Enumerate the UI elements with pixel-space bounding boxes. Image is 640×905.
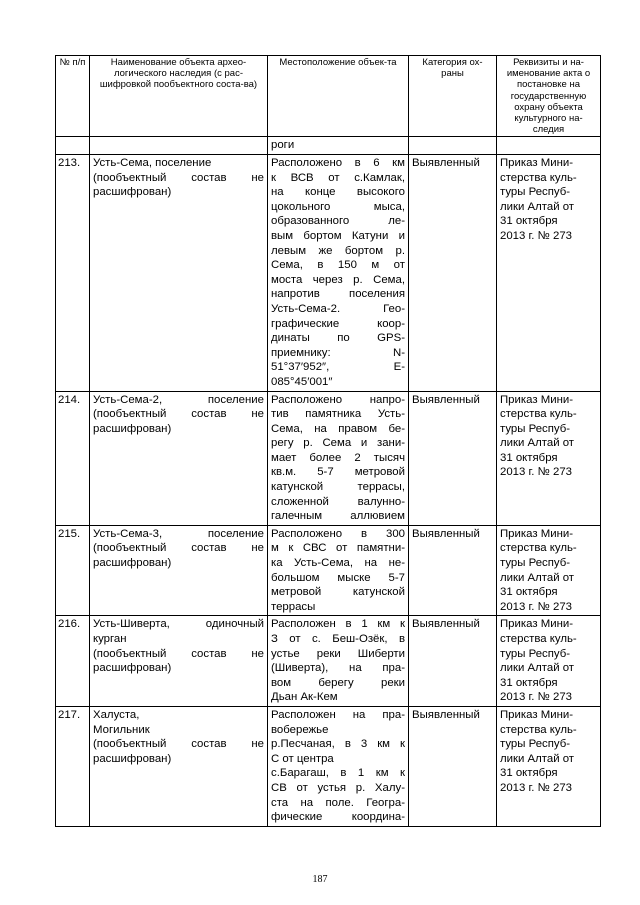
object-location-line: Расположен в 1 км к	[271, 618, 405, 631]
act-details-line: лики Алтай от	[500, 571, 575, 584]
act-details-line: лики Алтай от	[500, 200, 575, 213]
header-act-details: Реквизиты и на-именование акта о постановке на государственную охрану объекта культурного на-следия	[497, 56, 601, 137]
header-protection-category: Категория ох-раны	[409, 56, 497, 137]
object-name-line: расшифрован)	[93, 662, 172, 675]
object-location-line: фические координа-	[271, 811, 405, 824]
act-details-line: 2013 г. № 273	[500, 229, 572, 242]
act-details-line: Приказ Мини-	[500, 708, 574, 721]
heritage-registry-table	[55, 55, 601, 827]
row-number: 217.	[56, 706, 90, 826]
object-name-line: Усть-Сема-2, поселение	[93, 393, 264, 406]
object-location-line: галечным аллювием	[271, 510, 405, 523]
object-location-line: вым бортом Катуни и	[271, 229, 405, 242]
act-details-line: Приказ Мини-	[500, 393, 574, 406]
act-details-line: 31 октября	[500, 676, 558, 689]
object-location-line: регу р. Сема и зани-	[271, 437, 405, 450]
act-details-line: стерства куль-	[500, 542, 577, 555]
object-name	[90, 706, 268, 826]
act-details	[497, 391, 601, 525]
table-row	[56, 391, 601, 525]
act-details-line: стерства куль-	[500, 408, 577, 421]
act-details	[497, 525, 601, 616]
act-details-line: 31 октября	[500, 451, 558, 464]
object-location-line: кв.м. 5-7 метровой	[271, 466, 405, 479]
object-location-line: Расположено в 300	[271, 527, 405, 540]
act-details-line: туры Респуб-	[500, 647, 571, 660]
protection-category: Выявленный	[409, 391, 497, 525]
row-number: 216.	[56, 616, 90, 707]
act-details-line: лики Алтай от	[500, 437, 575, 450]
object-location-line: к ВСВ от с.Камлак,	[271, 171, 405, 184]
act-details-line: 2013 г. № 273	[500, 600, 572, 613]
object-location-line: с.Барагаш, в 1 км к	[271, 767, 405, 780]
object-location	[268, 391, 409, 525]
object-name-line: (пообъектный состав не	[93, 647, 264, 660]
object-location-line: З от с. Беш-Озёк, в	[271, 633, 405, 646]
object-location-line: метровой катунской	[271, 586, 405, 599]
protection-category: Выявленный	[409, 155, 497, 392]
act-details-line: стерства куль-	[500, 171, 577, 184]
object-location-line: Расположено в 6 км	[271, 157, 405, 170]
table-row	[56, 706, 601, 826]
continuation-row	[56, 137, 601, 155]
object-location-line: напротив поселения	[271, 288, 405, 301]
object-location-line: устье реки Шиберти	[271, 647, 405, 660]
object-location-line: образованного ле-	[271, 215, 405, 228]
act-details-line: 2013 г. № 273	[500, 466, 572, 479]
object-location-line: цокольного мыса,	[271, 200, 405, 213]
object-location	[268, 706, 409, 826]
act-details-line: 2013 г. № 273	[500, 691, 572, 704]
object-location-line: моста через р. Сема,	[271, 273, 405, 286]
page-number: 187	[312, 874, 328, 885]
object-location-line: Расположен на пра-	[271, 708, 405, 721]
act-details-line: лики Алтай от	[500, 662, 575, 675]
object-name-line: расшифрован)	[93, 557, 172, 570]
object-location-line: на конце высокого	[271, 186, 405, 199]
object-name-line: расшифрован)	[93, 752, 172, 765]
act-details-line: стерства куль-	[500, 723, 577, 736]
table-header-row	[56, 56, 601, 137]
object-location-line: Сема, в 150 м от	[271, 259, 405, 272]
object-name-line: Усть-Сема-3, поселение	[93, 527, 264, 540]
object-location-line: Сема, на правом бе-	[271, 422, 405, 435]
object-location-line: Дьан Ак-Кем	[271, 691, 338, 704]
object-location-line: большом мыске 5-7	[271, 571, 405, 584]
object-location-line: (Шиверта), на пра-	[271, 662, 405, 675]
object-name-line: (пообъектный состав не	[93, 542, 264, 555]
object-location-line: динаты по GPS-	[271, 332, 405, 345]
object-name-line: курган	[93, 633, 127, 646]
protection-category: Выявленный	[409, 706, 497, 826]
object-name-line: Могильник	[93, 723, 150, 736]
object-location-line: вобережье	[271, 723, 329, 736]
object-name-line: (пообъектный состав не	[93, 738, 264, 751]
object-location-line: м к СВС от памятни-	[271, 542, 405, 555]
object-location	[268, 616, 409, 707]
object-name	[90, 391, 268, 525]
table-row	[56, 155, 601, 392]
act-details-line: стерства куль-	[500, 633, 577, 646]
object-location-line: ста на поле. Геогра-	[271, 796, 405, 809]
row-number: 214.	[56, 391, 90, 525]
header-object-name: Наименование объекта архео-логического наследия (с рас-шифровкой пообъектного соста-ва)	[90, 56, 268, 137]
object-location-line: сложенной валунно-	[271, 495, 405, 508]
object-name	[90, 616, 268, 707]
act-details-line: туры Респуб-	[500, 422, 571, 435]
object-location-line: катунской террасы,	[271, 481, 405, 494]
object-location-line: 085°45′001″	[271, 375, 333, 388]
act-details-line: Приказ Мини-	[500, 618, 574, 631]
object-location-line: графические коор-	[271, 317, 405, 330]
object-location-line: СВ от устья р. Халу-	[271, 781, 405, 794]
object-name-line: расшифрован)	[93, 186, 172, 199]
object-location-line: тив памятника Усть-	[271, 408, 405, 421]
object-name	[90, 525, 268, 616]
object-location	[268, 155, 409, 392]
act-details	[497, 155, 601, 392]
row-number: 213.	[56, 155, 90, 392]
object-location-line: левым же бортом р.	[271, 244, 405, 257]
act-details	[497, 616, 601, 707]
object-location-line: приемнику: N-	[271, 346, 405, 359]
object-location-line: С от центра	[271, 752, 334, 765]
act-details-line: Приказ Мини-	[500, 527, 574, 540]
object-name-line: Халуста,	[93, 708, 140, 721]
header-number: № п/п	[56, 56, 90, 137]
object-location-line: террасы	[271, 600, 316, 613]
object-name-line: Усть-Сема, поселение	[93, 157, 212, 170]
act-details	[497, 706, 601, 826]
object-name	[90, 155, 268, 392]
protection-category: Выявленный	[409, 616, 497, 707]
row-number: 215.	[56, 525, 90, 616]
act-details-line: туры Респуб-	[500, 738, 571, 751]
act-details-line: 2013 г. № 273	[500, 781, 572, 794]
protection-category: Выявленный	[409, 525, 497, 616]
act-details-line: туры Респуб-	[500, 557, 571, 570]
object-name-line: Усть-Шиверта, одиночный	[93, 618, 264, 631]
act-details-line: туры Респуб-	[500, 186, 571, 199]
act-details-line: Приказ Мини-	[500, 157, 574, 170]
act-details-line: 31 октября	[500, 767, 558, 780]
object-location-line: Усть-Сема-2. Гео-	[271, 302, 405, 315]
table-row	[56, 525, 601, 616]
act-details-line: 31 октября	[500, 586, 558, 599]
object-location-line: р.Песчаная, в 3 км к	[271, 738, 405, 751]
object-name-line: (пообъектный состав не	[93, 408, 264, 421]
object-location-line: 51°37′952″, Е-	[271, 361, 405, 374]
act-details-line: лики Алтай от	[500, 752, 575, 765]
object-location	[268, 525, 409, 616]
object-name-line: (пообъектный состав не	[93, 171, 264, 184]
table-row	[56, 616, 601, 707]
act-details-line: 31 октября	[500, 215, 558, 228]
continuation-text: роги	[268, 137, 409, 155]
object-location-line: мает более 2 тысяч	[271, 451, 405, 464]
object-location-line: ка Усть-Сема, на не-	[271, 557, 405, 570]
object-location-line: вом берегу реки	[271, 676, 405, 689]
header-location: Местоположение объек-та	[268, 56, 409, 137]
object-location-line: Расположено напро-	[271, 393, 405, 406]
table-body	[56, 137, 601, 826]
object-name-line: расшифрован)	[93, 422, 172, 435]
